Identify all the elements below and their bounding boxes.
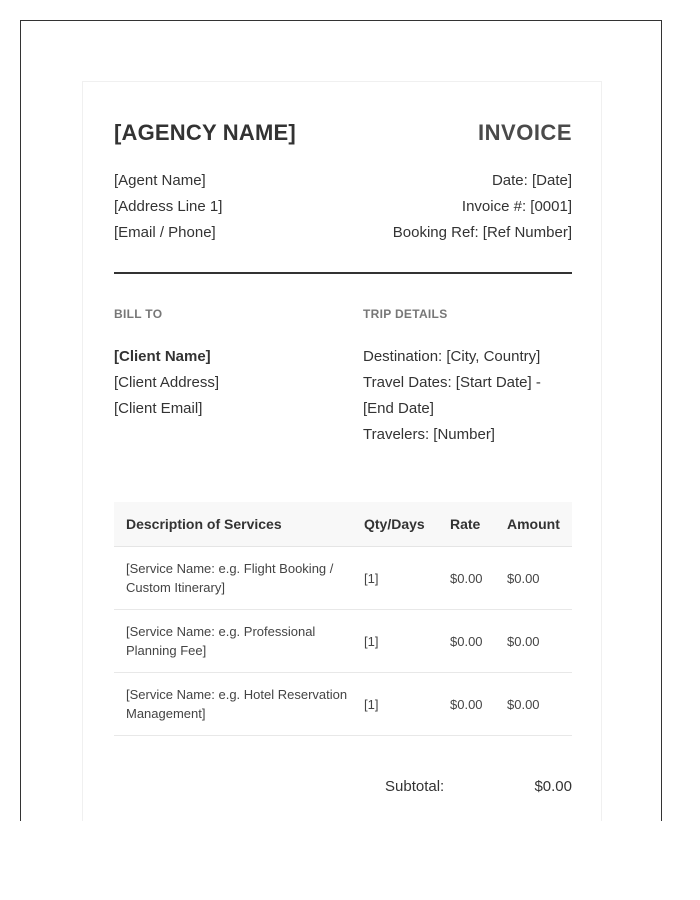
trip-travelers: Travelers: [Number] xyxy=(363,426,495,443)
invoice-number: Invoice #: [0001] xyxy=(461,198,572,215)
service-amount: $0.00 xyxy=(495,610,572,673)
header-divider xyxy=(114,272,572,274)
table-row xyxy=(114,610,572,673)
subtotal-row xyxy=(114,778,572,795)
header-qty: Qty/Days xyxy=(352,502,438,547)
invoice-title: INVOICE xyxy=(478,120,572,145)
document-frame xyxy=(20,20,662,821)
subtotal-label: Subtotal: xyxy=(385,778,445,795)
invoice-meta xyxy=(393,168,572,246)
service-amount: $0.00 xyxy=(495,673,572,736)
invoice-meta-row xyxy=(114,168,572,246)
invoice-date: Date: [Date] xyxy=(491,172,572,189)
service-rate: $0.00 xyxy=(438,610,495,673)
subtotal-value: $0.00 xyxy=(534,778,572,795)
agent-name: [Agent Name] xyxy=(114,172,206,189)
invoice-header xyxy=(114,120,572,146)
table-row xyxy=(114,547,572,610)
service-description: [Service Name: e.g. Hotel Reservation Management] xyxy=(114,673,352,736)
service-description: [Service Name: e.g. Flight Booking / Custom Itinerary] xyxy=(114,547,352,610)
service-rate: $0.00 xyxy=(438,547,495,610)
client-address: [Client Address] xyxy=(114,374,220,391)
billing-section xyxy=(114,307,572,448)
header-description: Description of Services xyxy=(114,502,352,547)
service-rate: $0.00 xyxy=(438,673,495,736)
table-row xyxy=(114,673,572,736)
trip-details-label: TRIP DETAILS xyxy=(363,307,448,321)
services-header-row xyxy=(114,502,572,547)
header-amount: Amount xyxy=(495,502,572,547)
trip-dates-end: [End Date] xyxy=(363,400,434,417)
service-qty: [1] xyxy=(352,547,438,610)
agent-address: [Address Line 1] xyxy=(114,198,223,215)
client-email: [Client Email] xyxy=(114,400,203,417)
service-qty: [1] xyxy=(352,610,438,673)
agency-name: [AGENCY NAME] xyxy=(114,120,296,145)
trip-destination: Destination: [City, Country] xyxy=(363,348,541,365)
invoice-page xyxy=(82,81,602,821)
agent-info xyxy=(114,168,222,246)
service-description: [Service Name: e.g. Professional Planning Fee] xyxy=(114,610,352,673)
services-table xyxy=(114,502,572,736)
bill-to-block xyxy=(114,307,363,448)
trip-dates-start: Travel Dates: [Start Date] - xyxy=(363,374,541,391)
trip-details-block xyxy=(363,307,572,448)
booking-ref: Booking Ref: [Ref Number] xyxy=(392,224,572,241)
bill-to-label: BILL TO xyxy=(114,307,163,321)
client-name: [Client Name] xyxy=(114,348,211,365)
agent-contact: [Email / Phone] xyxy=(114,224,216,241)
service-amount: $0.00 xyxy=(495,547,572,610)
header-rate: Rate xyxy=(438,502,495,547)
service-qty: [1] xyxy=(352,673,438,736)
invoice-content xyxy=(114,120,572,795)
